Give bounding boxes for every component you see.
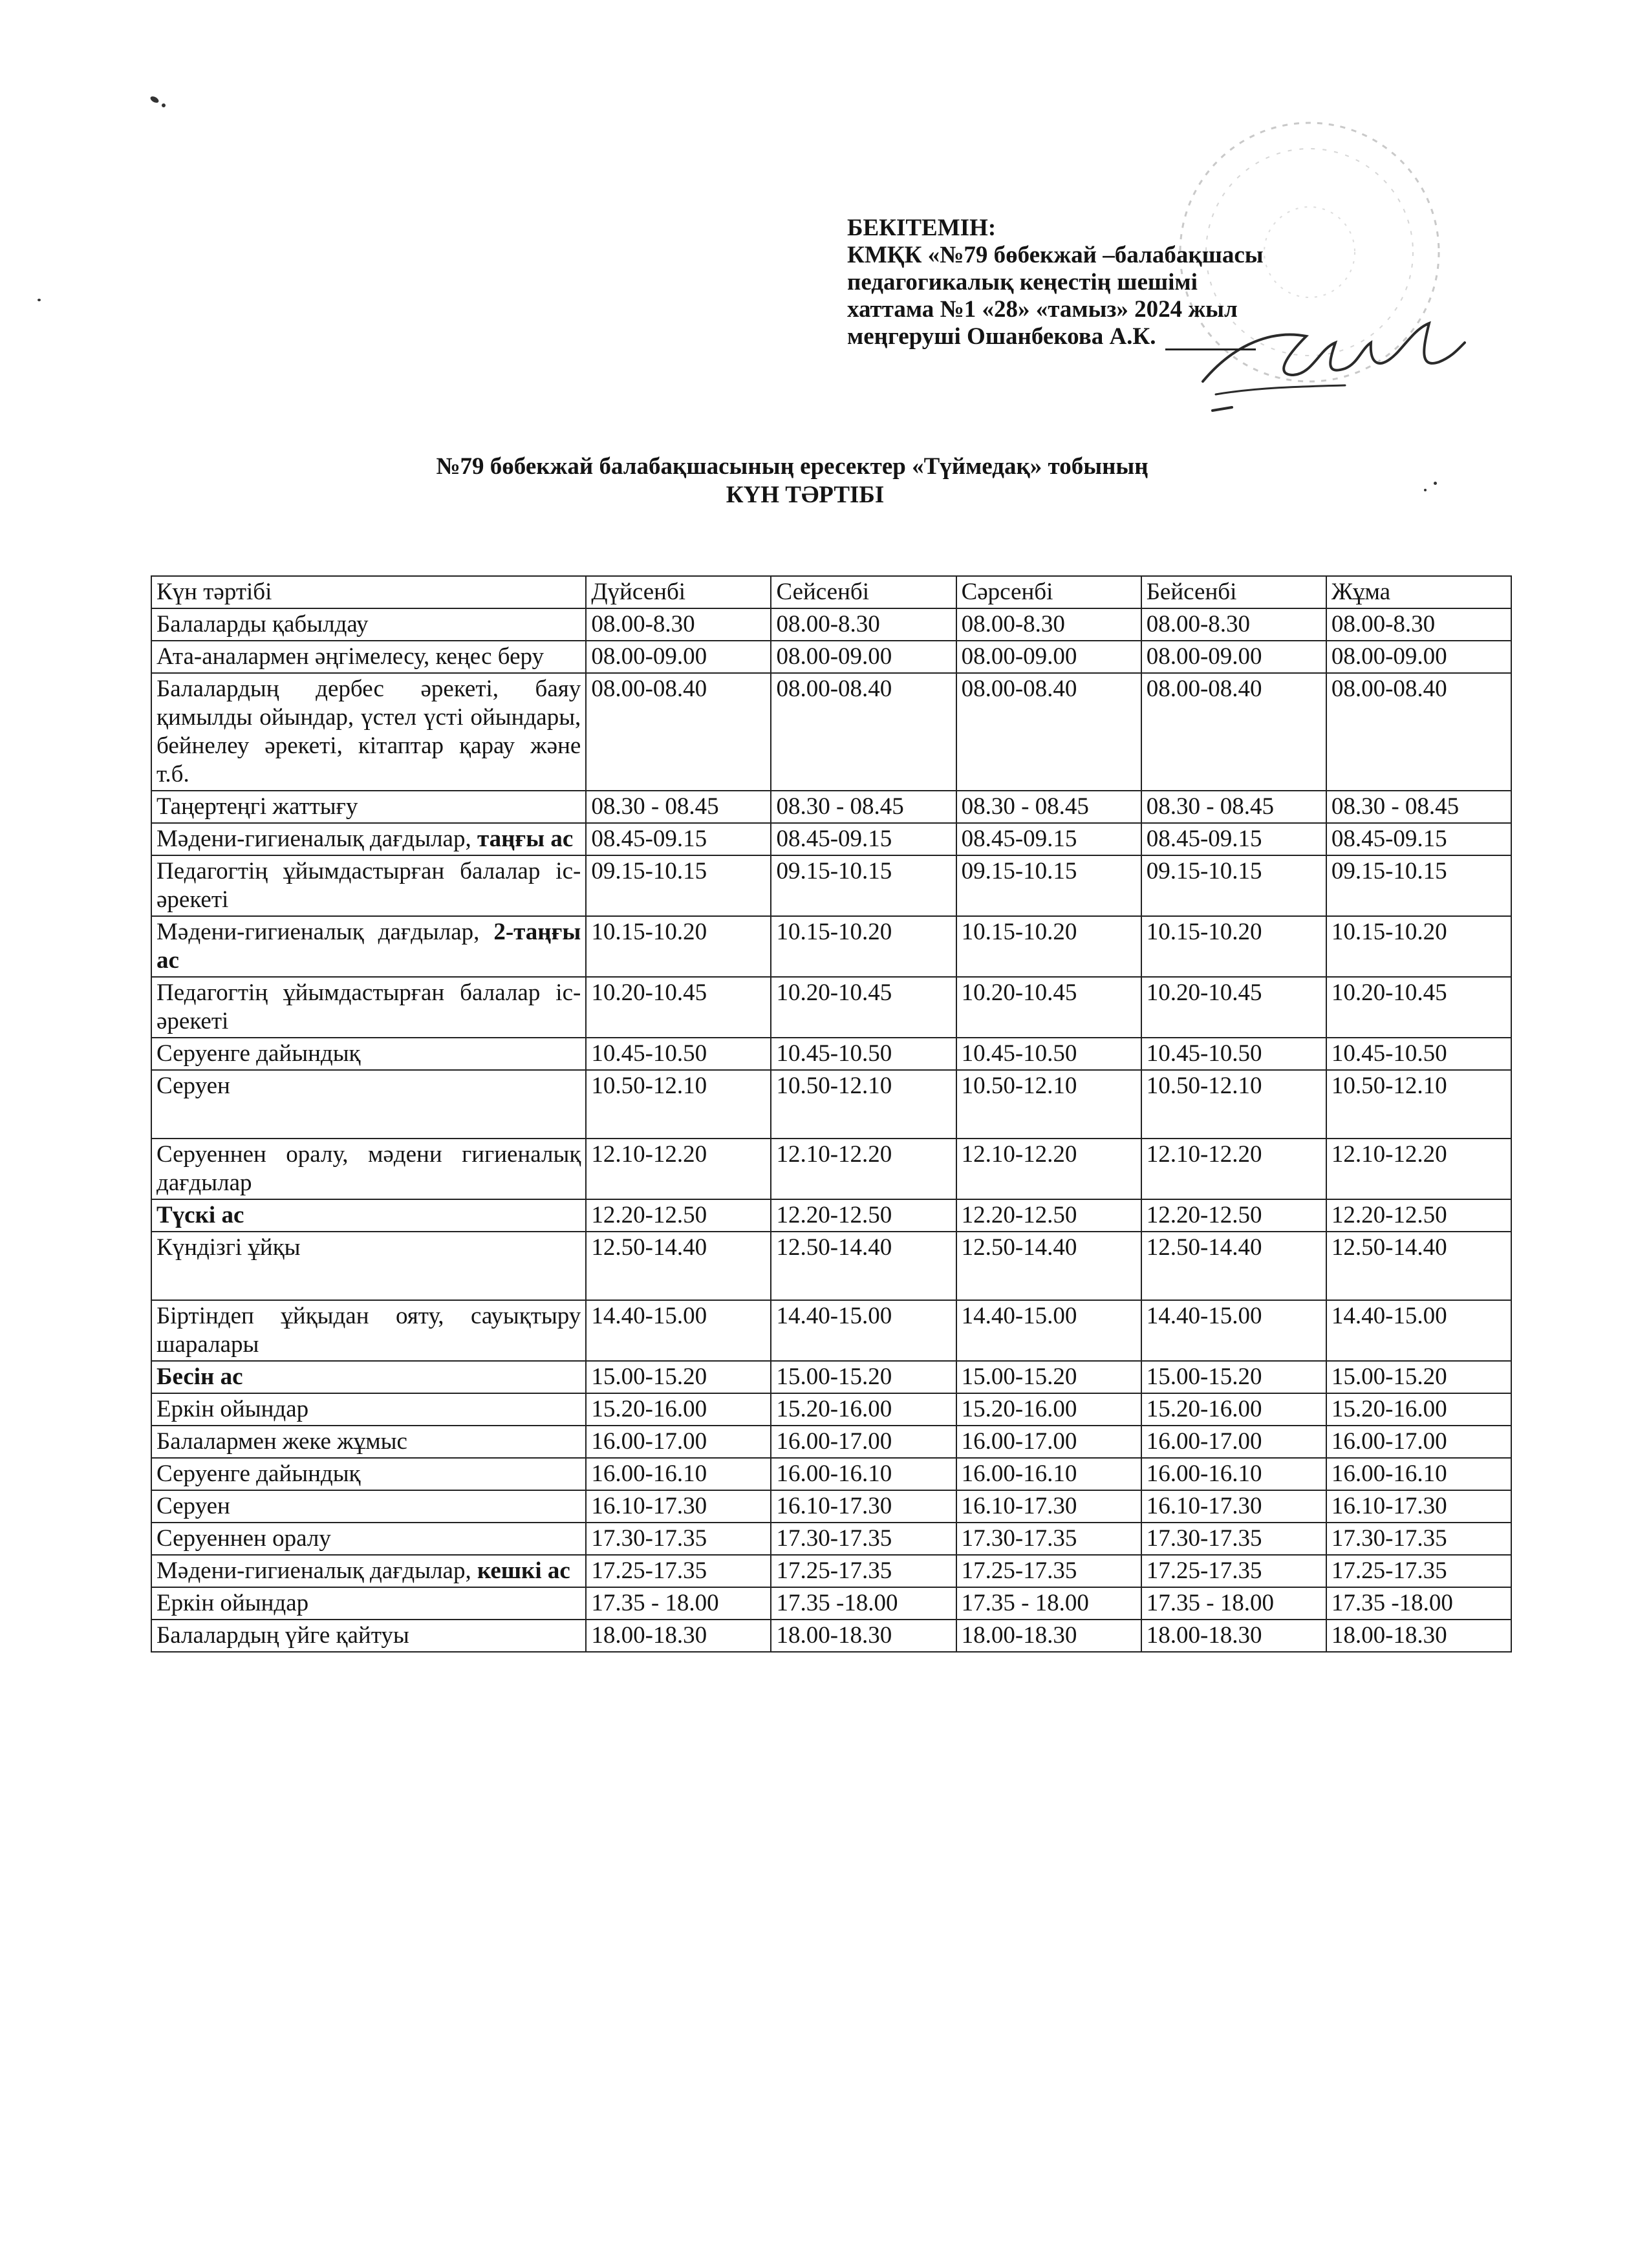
activity-cell: Балалармен жеке жұмыс [151,1426,586,1458]
approval-line-1: КМҚК «№79 бөбекжай –балабақшасы [847,242,1264,268]
time-cell: 08.30 - 08.45 [771,791,956,823]
time-cell: 09.15-10.15 [586,855,771,916]
activity-cell: Күндізгі ұйқы [151,1232,586,1300]
time-cell: 10.50-12.10 [586,1070,771,1139]
time-cell: 12.10-12.20 [956,1139,1141,1199]
activity-cell: Балалардың дербес әрекеті, баяу қимылды ойындар, үстел үсті ойындары, бейнелеу әрекеті, кітаптар қарау және т.б. [151,673,586,791]
time-cell: 15.20-16.00 [956,1393,1141,1426]
activity-cell: Балалардың үйге қайтуы [151,1620,586,1652]
time-cell: 08.45-09.15 [586,823,771,855]
time-cell: 12.50-14.40 [1326,1232,1511,1300]
activity-cell: Серуен [151,1070,586,1139]
time-cell: 09.15-10.15 [771,855,956,916]
time-cell: 08.00-08.40 [956,673,1141,791]
time-cell: 10.20-10.45 [956,977,1141,1038]
time-cell: 14.40-15.00 [956,1300,1141,1361]
activity-cell: Серуен [151,1490,586,1523]
time-cell: 12.20-12.50 [1141,1199,1326,1232]
time-cell: 15.00-15.20 [1141,1361,1326,1393]
time-cell: 14.40-15.00 [586,1300,771,1361]
time-cell: 16.10-17.30 [1141,1490,1326,1523]
table-row [151,916,1511,977]
time-cell: 18.00-18.30 [956,1620,1141,1652]
activity-cell: Еркін ойындар [151,1393,586,1426]
time-cell: 10.20-10.45 [1326,977,1511,1038]
time-cell: 08.30 - 08.45 [956,791,1141,823]
header-cell-tuesday: Сейсенбі [771,576,956,608]
time-cell: 18.00-18.30 [771,1620,956,1652]
activity-cell: Балаларды қабылдау [151,608,586,641]
time-cell: 08.00-09.00 [1141,641,1326,673]
time-cell: 09.15-10.15 [1141,855,1326,916]
time-cell: 12.10-12.20 [1141,1139,1326,1199]
time-cell: 16.00-17.00 [1141,1426,1326,1458]
activity-cell: Педагогтің ұйымдастырған балалар іс-әрекеті [151,855,586,916]
time-cell: 08.00-8.30 [586,608,771,641]
time-cell: 12.20-12.50 [1326,1199,1511,1232]
table-row [151,1523,1511,1555]
table-row [151,1426,1511,1458]
approval-line-4 [847,323,1264,350]
time-cell: 09.15-10.15 [1326,855,1511,916]
table-row [151,608,1511,641]
time-cell: 12.50-14.40 [956,1232,1141,1300]
time-cell: 15.00-15.20 [586,1361,771,1393]
time-cell: 10.45-10.50 [956,1038,1141,1070]
time-cell: 12.10-12.20 [1326,1139,1511,1199]
time-cell: 10.50-12.10 [1326,1070,1511,1139]
time-cell: 14.40-15.00 [771,1300,956,1361]
time-cell: 16.00-16.10 [1326,1458,1511,1490]
time-cell: 17.25-17.35 [956,1555,1141,1587]
time-cell: 08.00-09.00 [956,641,1141,673]
daily-schedule-table [151,575,1512,1653]
time-cell: 08.00-8.30 [771,608,956,641]
table-row [151,1300,1511,1361]
time-cell: 12.50-14.40 [1141,1232,1326,1300]
time-cell: 12.50-14.40 [586,1232,771,1300]
time-cell: 12.10-12.20 [771,1139,956,1199]
activity-cell: Біртіндеп ұйқыдан ояту, сауықтыру шаралары [151,1300,586,1361]
time-cell: 17.35 - 18.00 [1141,1587,1326,1620]
time-cell: 10.50-12.10 [956,1070,1141,1139]
time-cell: 15.20-16.00 [771,1393,956,1426]
table-row [151,855,1511,916]
table-row [151,1555,1511,1587]
activity-text: Мәдени-гигиеналық дағдылар, [156,826,477,852]
time-cell: 16.00-17.00 [1326,1426,1511,1458]
time-cell: 10.15-10.20 [1141,916,1326,977]
activity-cell: Ата-аналармен әңгімелесу, кеңес беру [151,641,586,673]
time-cell: 08.00-08.40 [1326,673,1511,791]
approval-line-4-text: меңгеруші Ошанбекова А.К. [847,323,1156,350]
time-cell: 17.35 -18.00 [771,1587,956,1620]
time-cell: 17.30-17.35 [586,1523,771,1555]
time-cell: 08.45-09.15 [1141,823,1326,855]
time-cell: 10.20-10.45 [771,977,956,1038]
table-row [151,1587,1511,1620]
table-row [151,641,1511,673]
time-cell: 12.20-12.50 [586,1199,771,1232]
table-row [151,1139,1511,1199]
scan-speck [162,103,166,107]
activity-meal-text: 2-таңғы ас [156,919,581,974]
time-cell: 16.00-17.00 [956,1426,1141,1458]
time-cell: 08.00-8.30 [1141,608,1326,641]
time-cell: 17.25-17.35 [1326,1555,1511,1587]
time-cell: 08.00-08.40 [1141,673,1326,791]
time-cell: 16.00-16.10 [1141,1458,1326,1490]
table-row [151,823,1511,855]
time-cell: 08.00-8.30 [956,608,1141,641]
activity-cell: Педагогтің ұйымдастырған балалар іс-әрекеті [151,977,586,1038]
time-cell: 17.30-17.35 [771,1523,956,1555]
table-row [151,1393,1511,1426]
time-cell: 10.45-10.50 [586,1038,771,1070]
time-cell: 17.35 -18.00 [1326,1587,1511,1620]
time-cell: 15.00-15.20 [1326,1361,1511,1393]
time-cell: 16.00-16.10 [586,1458,771,1490]
time-cell: 10.50-12.10 [1141,1070,1326,1139]
table-row [151,673,1511,791]
table-row [151,1458,1511,1490]
time-cell: 08.00-08.40 [771,673,956,791]
time-cell: 17.30-17.35 [956,1523,1141,1555]
table-row [151,1620,1511,1652]
activity-cell: Серуенге дайындық [151,1458,586,1490]
table-header-row [151,576,1511,608]
header-cell-wednesday: Сәрсенбі [956,576,1141,608]
time-cell: 18.00-18.30 [586,1620,771,1652]
time-cell: 15.20-16.00 [1326,1393,1511,1426]
time-cell: 18.00-18.30 [1141,1620,1326,1652]
time-cell: 08.00-8.30 [1326,608,1511,641]
table-row [151,1490,1511,1523]
activity-cell: Еркін ойындар [151,1587,586,1620]
time-cell: 08.45-09.15 [956,823,1141,855]
time-cell: 08.45-09.15 [771,823,956,855]
time-cell: 15.00-15.20 [956,1361,1141,1393]
time-cell: 14.40-15.00 [1326,1300,1511,1361]
time-cell: 10.50-12.10 [771,1070,956,1139]
activity-cell: Серуенге дайындық [151,1038,586,1070]
activity-cell: Серуеннен оралу, мәдени гигиеналық дағдылар [151,1139,586,1199]
signature-line [1165,329,1256,350]
header-cell-monday: Дүйсенбі [586,576,771,608]
time-cell: 08.45-09.15 [1326,823,1511,855]
time-cell: 17.30-17.35 [1326,1523,1511,1555]
time-cell: 16.10-17.30 [586,1490,771,1523]
time-cell: 10.15-10.20 [1326,916,1511,977]
time-cell: 12.20-12.50 [956,1199,1141,1232]
time-cell: 14.40-15.00 [1141,1300,1326,1361]
time-cell: 10.45-10.50 [1141,1038,1326,1070]
activity-cell [151,823,586,855]
time-cell: 12.50-14.40 [771,1232,956,1300]
time-cell: 17.30-17.35 [1141,1523,1326,1555]
time-cell: 09.15-10.15 [956,855,1141,916]
activity-cell: Бесін ас [151,1361,586,1393]
activity-cell: Серуеннен оралу [151,1523,586,1555]
header-cell-activity: Күн тәртібі [151,576,586,608]
activity-cell: Таңертеңгі жаттығу [151,791,586,823]
time-cell: 08.00-09.00 [771,641,956,673]
title-line-2: КҮН ТӘРТІБІ [726,482,885,508]
time-cell: 08.30 - 08.45 [1141,791,1326,823]
time-cell: 16.00-17.00 [586,1426,771,1458]
time-cell: 18.00-18.30 [1326,1620,1511,1652]
time-cell: 16.00-16.10 [771,1458,956,1490]
activity-cell: Түскі ас [151,1199,586,1232]
scan-speck [38,299,41,301]
time-cell: 08.30 - 08.45 [1326,791,1511,823]
activity-cell [151,916,586,977]
time-cell: 17.35 - 18.00 [586,1587,771,1620]
time-cell: 10.45-10.50 [771,1038,956,1070]
approval-heading: БЕКІТЕМІН: [847,215,997,241]
time-cell: 10.15-10.20 [771,916,956,977]
activity-meal-text: таңғы ас [477,826,574,852]
time-cell: 17.35 - 18.00 [956,1587,1141,1620]
time-cell: 08.00-09.00 [586,641,771,673]
table-row [151,1232,1511,1300]
table-row [151,1361,1511,1393]
table-row [151,977,1511,1038]
time-cell: 16.00-16.10 [956,1458,1141,1490]
time-cell: 10.45-10.50 [1326,1038,1511,1070]
time-cell: 12.20-12.50 [771,1199,956,1232]
time-cell: 17.25-17.35 [1141,1555,1326,1587]
time-cell: 10.20-10.45 [1141,977,1326,1038]
time-cell: 10.15-10.20 [956,916,1141,977]
approval-line-3: хаттама №1 «28» «тамыз» 2024 жыл [847,296,1238,323]
time-cell: 08.00-09.00 [1326,641,1511,673]
table-row [151,1038,1511,1070]
time-cell: 15.20-16.00 [1141,1393,1326,1426]
approval-block [847,215,1264,350]
time-cell: 16.10-17.30 [956,1490,1141,1523]
time-cell: 15.00-15.20 [771,1361,956,1393]
scan-speck [149,95,160,104]
time-cell: 16.10-17.30 [1326,1490,1511,1523]
time-cell: 12.10-12.20 [586,1139,771,1199]
table-row [151,1070,1511,1139]
time-cell: 08.30 - 08.45 [586,791,771,823]
title-line-1: №79 бөбекжай балабақшасының ересектер «Түймедақ» тобының [436,453,1148,480]
table-row [151,791,1511,823]
time-cell: 16.10-17.30 [771,1490,956,1523]
time-cell: 10.20-10.45 [586,977,771,1038]
time-cell: 10.15-10.20 [586,916,771,977]
table-row [151,1199,1511,1232]
activity-cell [151,1555,586,1587]
activity-meal-text: кешкі ас [477,1557,570,1584]
header-cell-friday: Жұма [1326,576,1511,608]
activity-text: Мәдени-гигиеналық дағдылар, [156,1557,477,1584]
approval-line-2: педагогикалық кеңестің шешімі [847,269,1198,295]
time-cell: 08.00-08.40 [586,673,771,791]
activity-text: Мәдени-гигиеналық дағдылар, [156,919,494,945]
time-cell: 16.00-17.00 [771,1426,956,1458]
time-cell: 15.20-16.00 [586,1393,771,1426]
time-cell: 17.25-17.35 [586,1555,771,1587]
header-cell-thursday: Бейсенбі [1141,576,1326,608]
time-cell: 17.25-17.35 [771,1555,956,1587]
